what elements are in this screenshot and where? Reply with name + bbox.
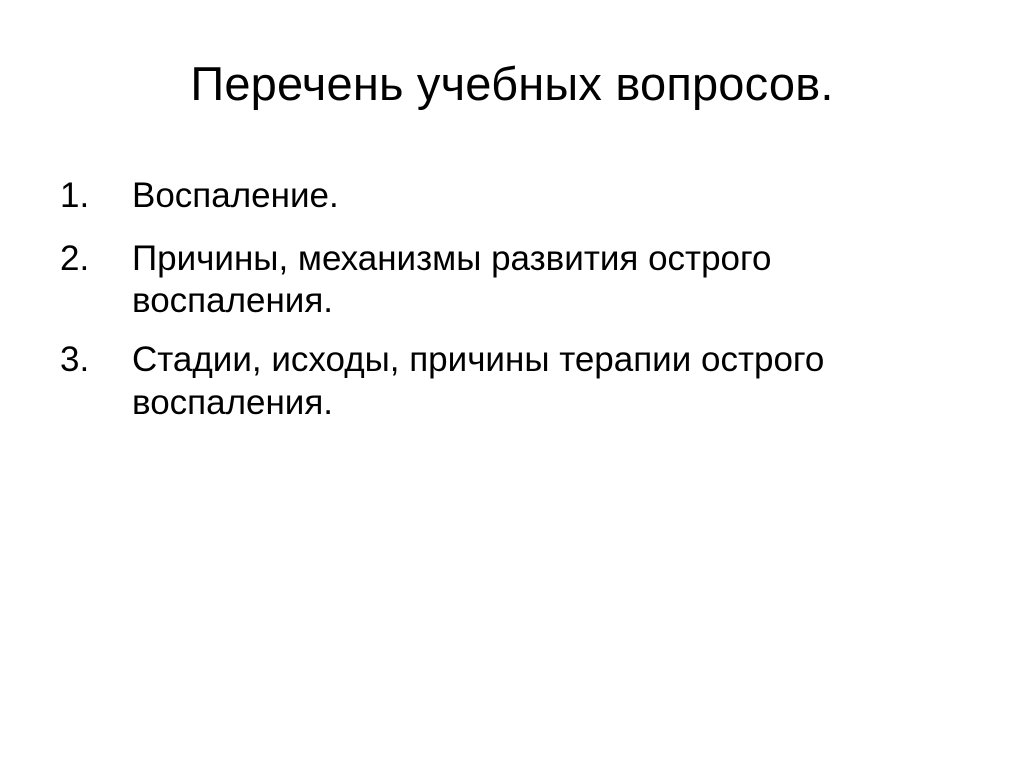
questions-list [50, 175, 970, 424]
list-item-marker: 2. [60, 238, 90, 278]
slide-body [50, 175, 970, 424]
list-item-label: Воспаление. [132, 176, 339, 215]
list-item-marker: 1. [60, 176, 90, 215]
list-item [50, 238, 970, 323]
list-item-label: Стадии, исходы, причины терапии острого воспаления. [132, 340, 825, 422]
page-title: Перечень учебных вопросов. [190, 57, 834, 110]
list-item [50, 175, 970, 218]
list-item-marker: 3. [60, 340, 90, 380]
list-item [50, 339, 970, 424]
list-item-label: Причины, механизмы развития острого воспаления. [132, 238, 772, 321]
